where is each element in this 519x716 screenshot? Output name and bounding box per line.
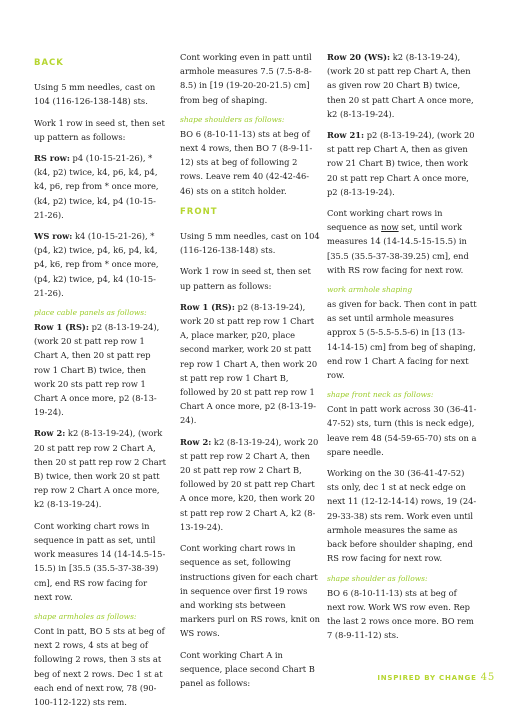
section-heading-front: FRONT	[180, 206, 218, 217]
row-label: Row 1 (RS):	[180, 301, 235, 312]
text-run: Cont working chart rows in sequence as	[327, 208, 443, 233]
row-text: p4 (10-15-21-26), *(k4, p2) twice, k4, p6, k4, p4, k4, p6, rep from * once more, (k4, p2) twice, k4, p4 (10-15-21-26).	[34, 153, 159, 220]
paragraph: BO 6 (8-10-11-13) sts at beg of next 4 rows, then BO 7 (8-9-11-12) sts at beg of following 2 rows. Leave rem 40 (42-42-46-46) sts on a stitch holder.	[180, 128, 313, 196]
row-text: k2 (8-13-19-24), work 20 st patt rep row 2 Chart A, then 20 st patt rep row 2 Chart B, followed by 20 st patt rep Chart A once more, k20, then work 20 st patt rep row 2 Chart A, k2 (8-13-19-24).	[180, 436, 319, 532]
paragraph: Cont working chart rows in sequence as set, following instructions given for each chart in sequence over first 19 rows and working sts between markers purl on RS rows, knit on WS rows.	[180, 543, 320, 639]
paragraph: Using 5 mm needles, cast on 104 (116-126-138-148) sts.	[180, 231, 320, 256]
section-heading-back: BACK	[34, 58, 64, 68]
subheading: shape shoulder as follows:	[327, 573, 428, 583]
row-label: Row 2:	[34, 428, 66, 439]
paragraph	[34, 320, 166, 419]
column-middle	[180, 50, 320, 697]
text-run: set, until work measures 14 (14-14.5-15-15.5) in [35.5 (35.5-37-38-39.25) cm], end with RS row facing for next row.	[327, 222, 469, 275]
row-text: k2 (8-13-19-24), (work 20 st patt rep Chart A, then as given row 20 Chart B) twice, then 20 st patt Chart A once more, k2 (8-13-19-24).	[327, 52, 474, 119]
row-label: Row 2:	[180, 436, 212, 447]
underlined-word: now	[381, 222, 399, 233]
row-label: Row 20 (WS):	[327, 52, 391, 62]
subheading: shape armholes as follows:	[34, 611, 137, 621]
paragraph: Work 1 row in seed st, then set up pattern as follows:	[180, 266, 311, 291]
paragraph: Using 5 mm needles, cast on 104 (116-126-138-148) sts.	[34, 82, 156, 107]
paragraph: Cont working even in patt until armhole measures 7.5 (7.5-8-8-8.5) in [19 (19-20-20-21.5) cm] from beg of shaping.	[180, 52, 312, 105]
page-footer	[377, 672, 495, 683]
paragraph: Cont in patt, BO 5 sts at beg of next 2 rows, 4 sts at beg of following 2 rows, then 3 sts at beg of next 2 rows. Dec 1 st at each end of next row, 78 (90-100-112-122) sts rem.	[34, 625, 165, 707]
paragraph	[34, 426, 166, 511]
subheading: shape shoulders as follows:	[180, 114, 285, 124]
row-text: k2 (8-13-19-24), (work 20 st patt rep row 2 Chart A, then 20 st patt rep row 2 Chart B) twice, then work 20 st patt rep row 2 Chart A once more, k2 (8-13-19-24).	[34, 428, 166, 510]
row-text: p2 (8-13-19-24), (work 20 st patt rep Chart A, then as given row 21 Chart B) twice, then work 20 st patt rep Chart A once more, p2 (8-13-19-24).	[327, 130, 475, 197]
page-number: 45	[480, 672, 495, 683]
paragraph	[327, 128, 477, 199]
row-text: k4 (10-15-21-26), *(p4, k2) twice, p4, k6, p4, k4, p4, k6, rep from * once more, (p4, k2) twice, p4, k4 (10-15-21-26).	[34, 231, 159, 298]
column-right	[327, 50, 477, 649]
row-label: RS row:	[34, 153, 70, 164]
paragraph	[180, 435, 320, 534]
row-label: Row 21:	[327, 130, 365, 141]
paragraph: Work 1 row in seed st, then set up pattern as follows:	[34, 117, 165, 142]
paragraph: Cont working Chart A in sequence, place second Chart B panel as follows:	[180, 649, 315, 688]
subheading: shape front neck as follows:	[327, 390, 434, 400]
row-label: Row 1 (RS):	[34, 322, 89, 333]
row-text: p2 (8-13-19-24), (work 20 st patt rep row 1 Chart A, then 20 st patt rep row 1 Chart B) twice, then work 20 sts patt rep row 1 Chart A once more, p2 (8-13-19-24).	[34, 322, 160, 418]
paragraph	[34, 229, 166, 300]
paragraph: as given for back. Then cont in patt as set until armhole measures approx 5 (5-5.5-5.5-6) in [13 (13-14-14-15) cm] from beg of shaping, end row 1 Chart A facing for next row.	[327, 299, 477, 381]
paragraph	[180, 300, 320, 428]
subheading: work armhole shaping	[327, 285, 413, 295]
row-label: WS row:	[34, 231, 73, 242]
footer-title: INSPIRED BY CHANGE	[377, 674, 477, 682]
paragraph: Cont working chart rows in sequence in patt as set, until work measures 14 (14-14.5-15-15.5) in [35.5 (35.5-37-38-39) cm], end RS row facing for next row.	[34, 520, 166, 602]
paragraph: Cont in patt work across 30 (36-41-47-52) sts, turn (this is neck edge), leave rem 48 (54-59-65-70) sts on a spare needle.	[327, 404, 477, 457]
paragraph	[327, 50, 477, 121]
paragraph	[327, 206, 477, 277]
subheading: place cable panels as follows:	[34, 308, 147, 318]
paragraph	[34, 151, 166, 222]
paragraph: BO 6 (8-10-11-13) sts at beg of next row. Work WS row even. Rep the last 2 rows once more. BO rem 7 (8-9-11-12) sts.	[327, 587, 474, 641]
column-left	[34, 50, 166, 716]
row-text: p2 (8-13-19-24), work 20 st patt rep row 1 Chart A, place marker, p20, place second marker, work 20 st patt rep row 1 Chart A, then work 20 st patt rep row 1 Chart B, followed by 20 st patt rep row 1 Chart A once more, p2 (8-13-19-24).	[180, 301, 318, 426]
paragraph: Working on the 30 (36-41-47-52) sts only, dec 1 st at neck edge on next 11 (12-12-14-14) rows, 19 (24-29-33-38) sts rem. Work even until armhole measures the same as back before shoulder shaping, end RS row facing for next row.	[327, 468, 477, 564]
